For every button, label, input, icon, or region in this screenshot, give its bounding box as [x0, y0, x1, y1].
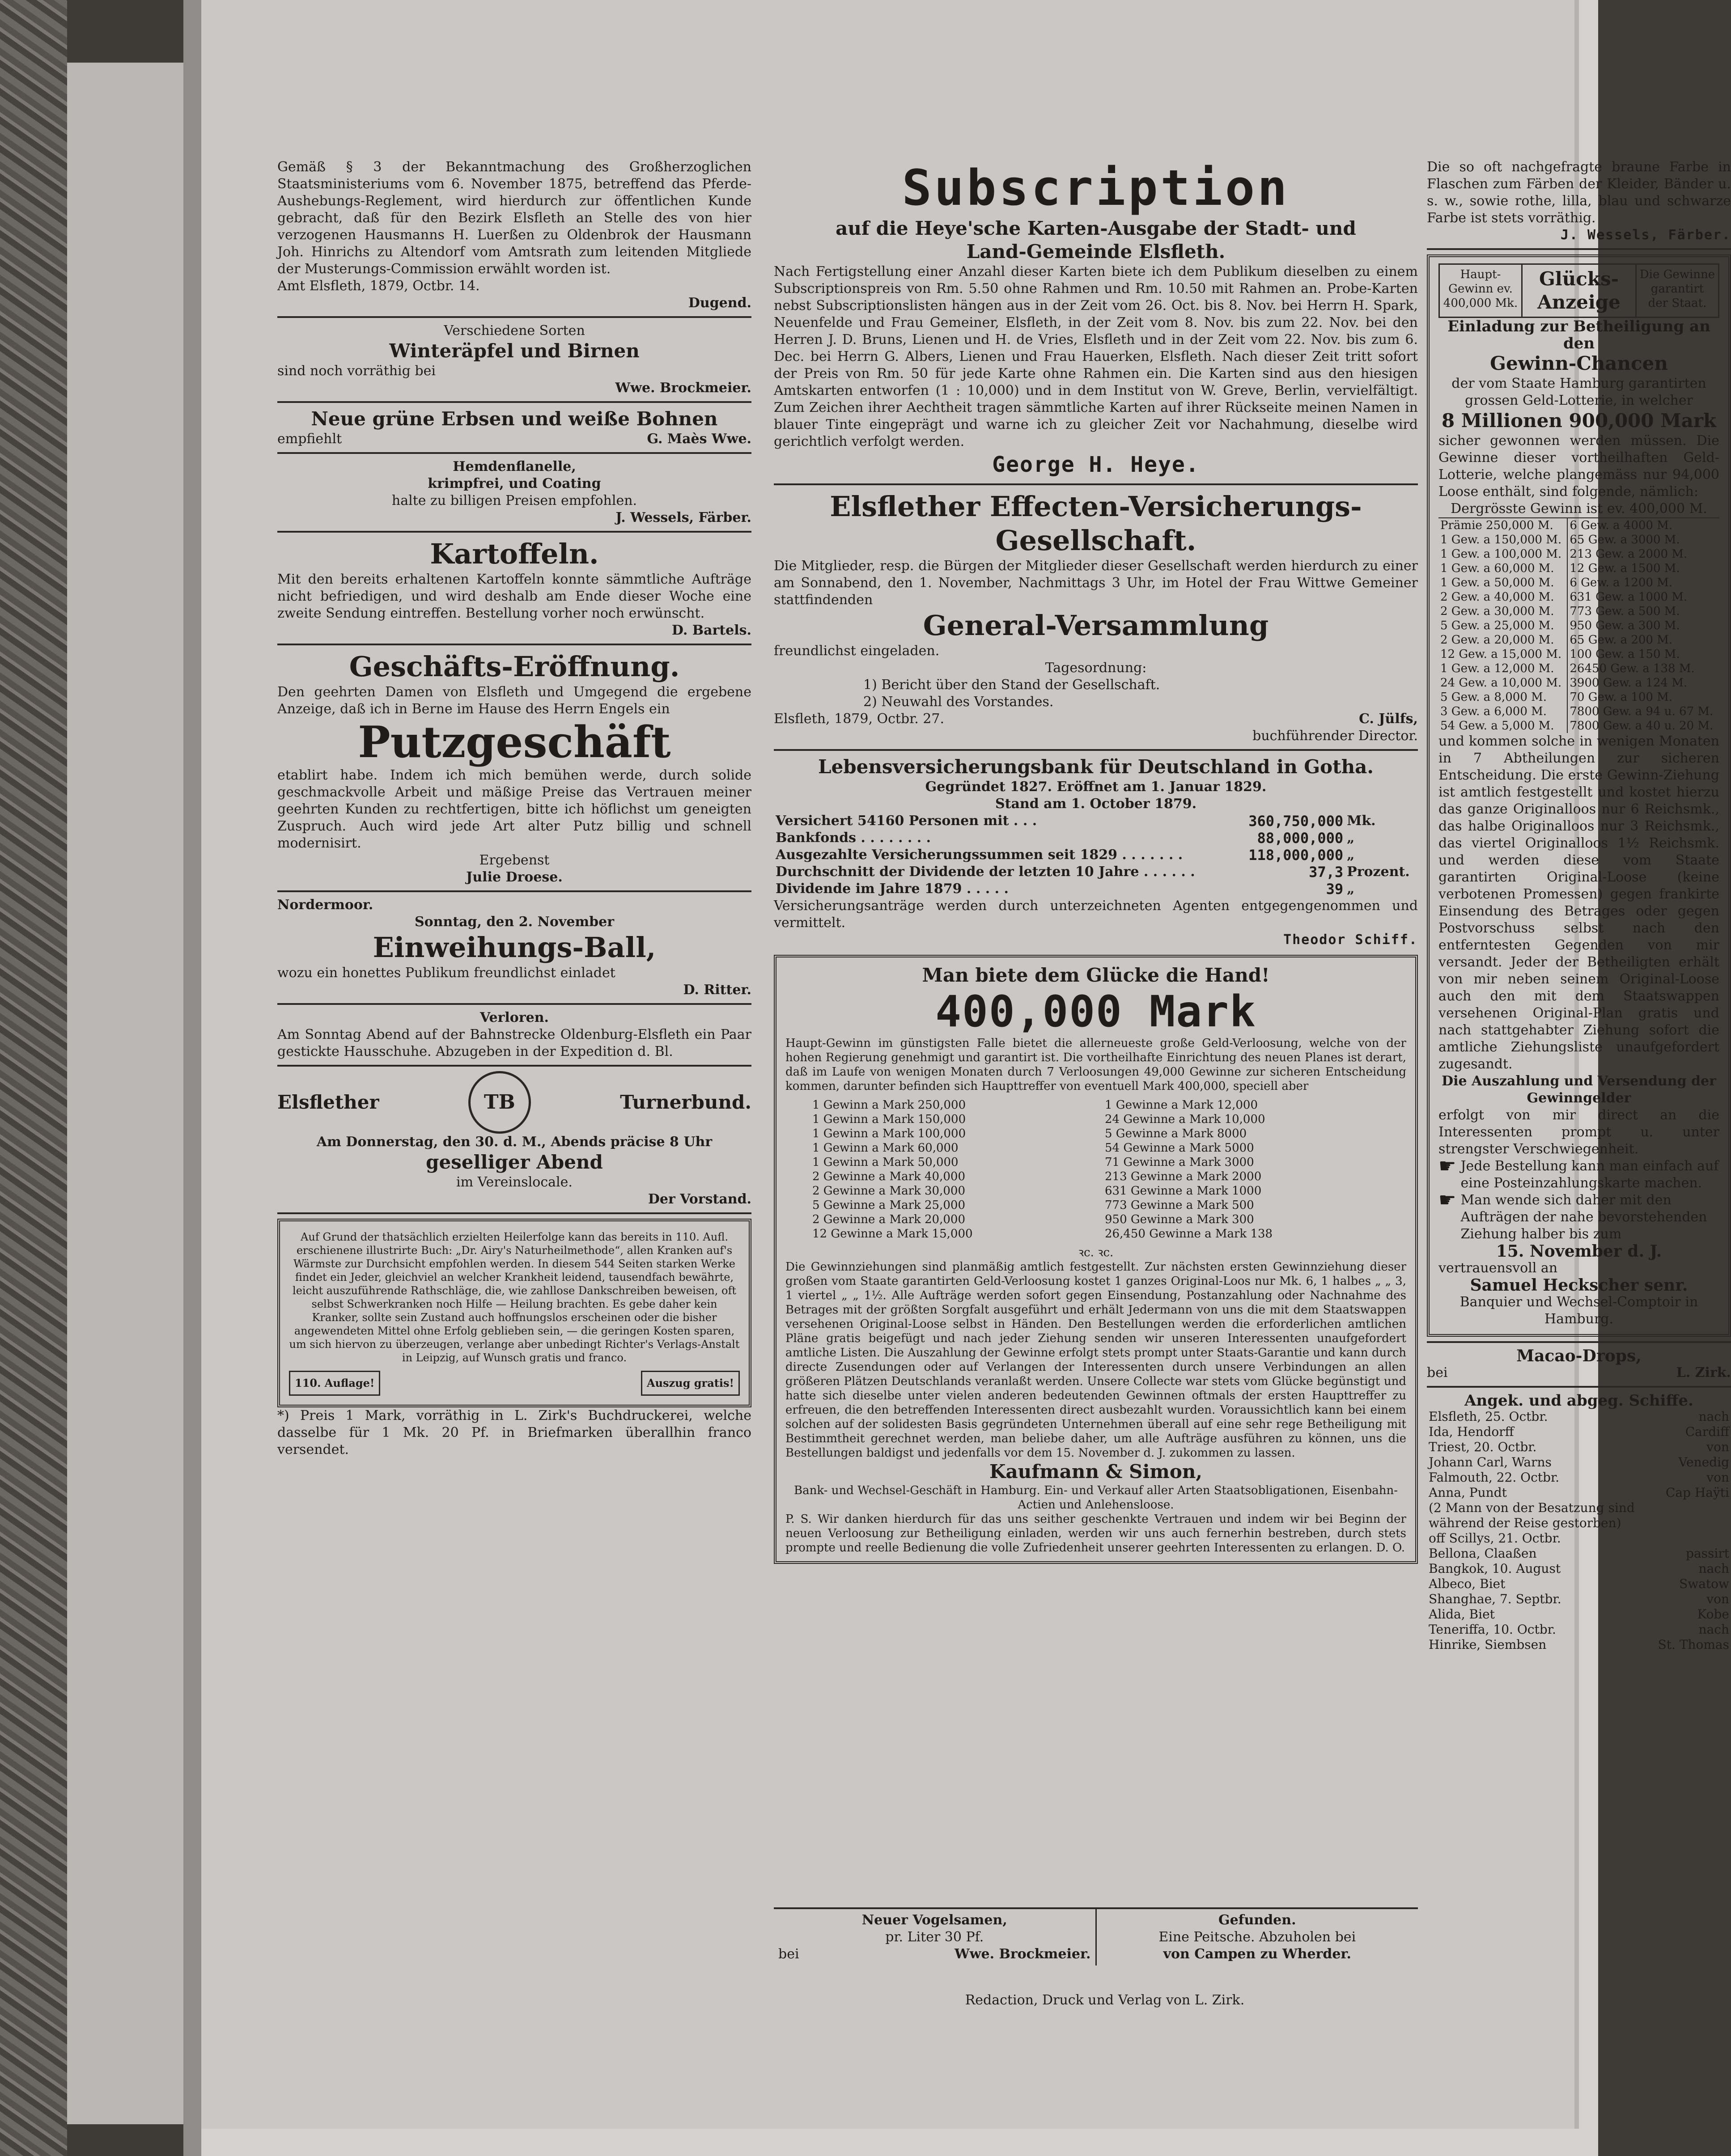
lotto-cell-right: 773 Gew. a 500 M. — [1570, 605, 1680, 618]
book-spine — [183, 0, 201, 2156]
found-title: Gefunden. — [1218, 1912, 1296, 1928]
sub-sign: George H. Heye. — [992, 452, 1200, 477]
lotto-row — [1438, 547, 1719, 561]
ship-row — [1427, 1455, 1731, 1470]
potato-title: Kartoffeln. — [430, 538, 599, 570]
lotto-big: 8 Millionen 900,000 Mark — [1441, 410, 1717, 432]
macao-sign: L. Zirk. — [1676, 1365, 1731, 1381]
life-row-label: Dividende im Jahre 1879 . . . . . — [776, 881, 1009, 897]
ship-row — [1427, 1622, 1731, 1637]
notice-place: Amt Elsfleth, 1879, Octbr. 14. — [277, 278, 480, 294]
book-stamp2: Auszug gratis! — [641, 1371, 740, 1396]
ship-row — [1427, 1409, 1731, 1424]
prize-line: 631 Gewinne a Mark 1000 — [1105, 1184, 1262, 1198]
lotto-row — [1438, 661, 1719, 676]
lotto-text4: erfolgt von mir direct an die Interessenten prompt u. unter strengster Verschwiegenheit. — [1438, 1107, 1719, 1157]
ships-title: Angek. und abgeg. Schiffe. — [1464, 1392, 1693, 1410]
lotto-row — [1438, 633, 1719, 647]
shop-big: Putzgeschäft — [358, 717, 671, 767]
ship-row — [1427, 1546, 1731, 1561]
lotto-hand1: Jede Bestellung kann man einfach auf eine Posteinzahlungskarte machen. — [1460, 1158, 1719, 1191]
turner-seal-icon: TB — [468, 1071, 531, 1134]
ship-name: Albeco, Biet — [1429, 1576, 1506, 1591]
shop-text1: Den geehrten Damen von Elsfleth und Umgegend die ergebene Anzeige, daß ich in Berne im Hause des Herrn Engels ein — [277, 684, 751, 717]
luck-firm: Kaufmann & Simon, — [989, 1461, 1203, 1483]
luck-amount: 400,000 Mark — [935, 987, 1256, 1037]
peas-sign: G. Maès Wwe. — [647, 431, 751, 447]
ship-name: (2 Mann von der Besatzung sind während der Reise gestorben) — [1429, 1500, 1635, 1530]
turner-right: Turnerbund. — [620, 1091, 751, 1113]
book-binding — [67, 63, 186, 2124]
lotto-row — [1438, 647, 1719, 661]
ship-name: Elsfleth, 25. Octbr. — [1429, 1409, 1548, 1424]
macao-title: Macao-Drops, — [1516, 1347, 1642, 1365]
prize-line: 54 Gewinne a Mark 5000 — [1105, 1141, 1254, 1155]
lotto-top: Dergrösste Gewinn ist ev. 400,000 M. — [1438, 500, 1719, 518]
ship-dest: nach — [1698, 1622, 1729, 1637]
prize-line: 2 Gewinne a Mark 40,000 — [812, 1170, 965, 1183]
lotto-text2: sicher gewonnen werden müssen. Die Gewinne dieser vortheilhaften Geld-Lotterie, welche plangemäss nur 94,000 Loose enthält, sind folgende, nämlich: — [1438, 433, 1719, 500]
lotto-cell-right: 100 Gew. a 150 M. — [1570, 648, 1680, 661]
ship-row — [1427, 1440, 1731, 1455]
ship-dest — [1656, 1500, 1731, 1531]
luck-advert — [774, 955, 1418, 1564]
ship-dest: von — [1706, 1592, 1729, 1606]
apples-title: Winteräpfel und Birnen — [389, 340, 640, 362]
prize-line: 26,450 Gewinne a Mark 138 — [1105, 1227, 1273, 1241]
prize-line: 1 Gewinn a Mark 150,000 — [812, 1113, 966, 1126]
ball-date: Sonntag, den 2. November — [414, 914, 615, 930]
seed-title: Neuer Vogelsamen, — [861, 1912, 1007, 1928]
lotto-cell-left: 54 Gew. a 5,000 M. — [1438, 719, 1567, 733]
lotto-cell-left: 1 Gew. a 150,000 M. — [1438, 533, 1567, 547]
ins-title: Elsflether Effecten-Versicherungs-Gesellschaft. — [830, 490, 1362, 557]
life-row-unit: Mk. — [1347, 813, 1376, 829]
lotto-cell-left: 3 Gew. a 6,000 M. — [1438, 704, 1567, 719]
shop-text2: etablirt habe. Indem ich mich bemühen werde, durch solide geschmackvolle Arbeit und mäßige Preise das Vertrauen meiner geehrten Kunden zu rechtfertigen, bitte ich höflichst um geneigten Zuspruch. Auch wird jede Art alter Putz billig und schnell modernisirt. — [277, 767, 751, 851]
ins-agenda1: 1) Bericht über den Stand der Gesellschaft. — [863, 677, 1160, 693]
column-left — [277, 159, 751, 1458]
life-text: Versicherungsanträge werden durch unterzeichneten Agenten entgegengenommen und vermittelt. — [774, 898, 1418, 931]
lotto-row — [1438, 561, 1719, 576]
ship-dest: Cardiff — [1685, 1424, 1729, 1439]
ins-invite: freundlichst eingeladen. — [774, 643, 940, 659]
ship-row — [1427, 1424, 1731, 1440]
lotto-cell-left: 1 Gew. a 50,000 M. — [1438, 576, 1567, 590]
ship-row — [1427, 1531, 1731, 1546]
lotto-cell-left: 1 Gew. a 12,000 M. — [1438, 661, 1567, 676]
lotto-row — [1438, 704, 1719, 719]
found-text: Eine Peitsche. Abzuholen bei — [1158, 1929, 1356, 1945]
ship-dest: passirt — [1686, 1546, 1729, 1561]
ins-sign: C. Jülfs, — [1359, 711, 1418, 727]
turner-sign: Der Vorstand. — [648, 1191, 751, 1207]
lotto-invite: Einladung zur Betheiligung an den — [1447, 318, 1710, 352]
potato-sign: D. Bartels. — [671, 623, 751, 638]
peas-row — [277, 431, 751, 448]
pointing-hand-icon: ☛ — [1438, 1155, 1456, 1178]
lost-text: Am Sonntag Abend auf der Bahnstrecke Oldenburg-Elsfleth ein Paar gestickte Hausschuhe. Abzugeben in der Expedition d. Bl. — [277, 1027, 751, 1059]
seed-row — [778, 1946, 1091, 1963]
potato-text: Mit den bereits erhaltenen Kartoffeln konnte sämmtliche Aufträge nicht befriedigen, und wird deshalb am Ende dieser Woche eine zweite Sendung eintreffen. Bestellung vorher noch erwünscht. — [277, 572, 751, 621]
lotto-cell-right: 6 Gew. a 4000 M. — [1570, 519, 1673, 532]
ship-name: Shanghae, 7. Septbr. — [1429, 1592, 1561, 1606]
luck-title: Man biete dem Glücke die Hand! — [922, 964, 1270, 986]
ship-row — [1427, 1485, 1731, 1500]
ins-role: buchführender Director. — [1252, 728, 1418, 744]
lotto-date: 15. November d. J. — [1496, 1242, 1662, 1261]
ship-dest: von — [1706, 1470, 1729, 1485]
book-stamp1: 110. Auflage! — [289, 1371, 380, 1396]
life-row-label: Ausgezahlte Versicherungssummen seit 1829 . . . . . . . — [776, 847, 1183, 863]
lotto-cell-left: 2 Gew. a 20,000 M. — [1438, 633, 1567, 647]
lotto-title: Glücks-Anzeige — [1523, 265, 1637, 317]
life-row-label: Bankfonds . . . . . . . . — [776, 830, 931, 846]
marbled-cover — [0, 0, 67, 2156]
lotto-cell-left: 24 Gew. a 10,000 M. — [1438, 676, 1567, 690]
ship-dest: Swatow — [1679, 1576, 1729, 1591]
apples-text: sind noch vorräthig bei — [277, 363, 436, 379]
ship-dest — [1656, 1531, 1731, 1546]
lotto-row — [1438, 604, 1719, 618]
shop-greet: Ergebenst — [479, 852, 550, 868]
ball-title: Einweihungs-Ball, — [373, 931, 656, 964]
prize-line: 1 Gewinn a Mark 50,000 — [812, 1156, 959, 1169]
life-row-value: 88,000,000 — [1257, 830, 1344, 847]
prize-line: 1 Gewinn a Mark 60,000 — [812, 1141, 959, 1155]
turner-head — [277, 1071, 751, 1134]
ship-row — [1427, 1592, 1731, 1607]
prize-line: 1 Gewinn a Mark 250,000 — [812, 1098, 966, 1112]
ship-dest: nach — [1698, 1561, 1729, 1576]
column-right — [1427, 159, 1731, 1652]
lotto-cell-right: 65 Gew. a 200 M. — [1570, 633, 1673, 647]
peas-title: Neue grüne Erbsen und weiße Bohnen — [311, 408, 718, 430]
lotto-cell-right: 26450 Gew. a 138 M. — [1570, 662, 1695, 675]
lotto-cell-left: 12 Gew. a 15,000 M. — [1438, 647, 1567, 661]
prize-line: 5 Gewinne a Mark 25,000 — [812, 1199, 965, 1212]
macao-row — [1427, 1364, 1731, 1381]
lotto-firm-desc: Banquier und Wechsel-Comptoir in Hamburg. — [1459, 1294, 1698, 1327]
ship-name: off Scillys, 21. Octbr. — [1429, 1531, 1561, 1546]
ship-name: Johann Carl, Warns — [1429, 1455, 1552, 1470]
lotto-cell-left: 5 Gew. a 25,000 M. — [1438, 618, 1567, 633]
ins-agenda2: 2) Neuwahl des Vorstandes. — [863, 694, 1054, 710]
lotto-cell-right: 6 Gew. a 1200 M. — [1570, 576, 1673, 589]
lotto-cell-right: 213 Gew. a 2000 M. — [1570, 547, 1688, 561]
life-row-label: Versichert 54160 Personen mit . . . — [776, 813, 1037, 829]
lotto-hand2-row — [1438, 1189, 1719, 1243]
prize-line: 2 Gewinne a Mark 30,000 — [812, 1184, 965, 1198]
apples-sign: Wwe. Brockmeier. — [615, 380, 751, 396]
life-row — [774, 813, 1418, 830]
lotto-cell-left: 1 Gew. a 60,000 M. — [1438, 561, 1567, 576]
ship-name: Bangkok, 10. August — [1429, 1561, 1561, 1576]
lotto-head — [1438, 263, 1719, 318]
shop-title: Geschäfts-Eröffnung. — [349, 650, 680, 683]
life-row-value: 118,000,000 — [1248, 847, 1344, 864]
lotto-cell-right: 12 Gew. a 1500 M. — [1570, 562, 1680, 575]
life-row-value: 39 — [1326, 881, 1344, 898]
lotto-payout: Die Auszahlung und Versendung der Gewinngelder — [1442, 1073, 1716, 1106]
lotto-cell-right: 7800 Gew. a 94 u. 67 M. — [1570, 705, 1714, 718]
prize-line: 1 Gewinne a Mark 12,000 — [1105, 1098, 1258, 1112]
luck-etc: ꝛc. ꝛc. — [1078, 1246, 1114, 1259]
book-price: *) Preis 1 Mark, vorräthig in L. Zirk's Buchdruckerei, welche dasselbe für 1 Mk. 20 Pf. in Briefmarken überallhin franco versendet. — [277, 1408, 751, 1457]
macao-prefix: bei — [1427, 1365, 1448, 1381]
prize-line: 950 Gewinne a Mark 300 — [1105, 1213, 1254, 1226]
ship-row — [1427, 1500, 1731, 1531]
turner-date: Am Donnerstag, den 30. d. M., Abends präcise 8 Uhr — [316, 1134, 713, 1150]
shop-sign: Julie Droese. — [466, 869, 563, 885]
lotto-row — [1438, 518, 1719, 533]
luck-ps: P. S. Wir danken hierdurch für das uns seither geschenkte Vertrauen und indem wir bei Beginn der neuen Verloosung zur Betheiligung einladen, werden wir uns auch fernerhin bestreben, durch stets prompte und reelle Bedienung die volle Zufriedenheit unserer geehrten Interessenten zu erlangen. D. O. — [785, 1512, 1406, 1555]
ship-name: Falmouth, 22. Octbr. — [1429, 1470, 1560, 1485]
lotto-trust: vertrauensvoll an — [1438, 1260, 1558, 1276]
newspaper-page — [201, 0, 1731, 2156]
ship-name: Triest, 20. Octbr. — [1429, 1440, 1537, 1454]
lotto-left: Haupt-Gewinn ev. 400,000 Mk. — [1440, 265, 1523, 317]
luck-right-list — [1105, 1098, 1379, 1241]
ship-row — [1427, 1561, 1731, 1576]
life-row — [774, 847, 1418, 864]
ship-row — [1427, 1637, 1731, 1652]
ship-row — [1427, 1576, 1731, 1592]
luck-text2: Die Gewinnziehungen sind planmäßig amtlich festgestellt. Zur nächsten ersten Gewinnziehung dieser großen vom Staate garantirten Geld-Verloosung kostet 1 ganzes Original-Loos nur Mk. 6, 1 halbes „ „ 3, 1 viertel „ „ 1½. Alle Aufträge werden sofort gegen Einsendung, Postanzahlung oder Nachnahme des Betrages mit der größten Sorgfalt ausgeführt und erhält Jedermann von uns die mit dem Staatswappen versehenen Original-Loose selbst in Händen. Den Bestellungen werden die erforderlichen amtlichen Pläne gratis beigefügt und nach jeder Ziehung senden wir unseren Interessenten unaufgefordert amtliche Listen. Die Auszahlung der Gewinne erfolgt stets prompt unter Staats-Garantie und kann durch directe Zusendungen oder auf Verlangen der Interessenten durch unsere Verbindungen an allen größeren Plätzen Deutschlands veranlaßt werden. Unsere Collecte war stets vom Glücke begünstigt und hatte sich dieselbe unter vielen anderen bedeutenden Gewinnen oftmals der ersten Haupttreffer zu erfreuen, die den betreffenden Interessenten direct ausbezahlt wurden. Voraussichtlich kann bei einem solchen auf der solidesten Basis gegründeten Unternehmen überall auf eine sehr rege Betheiligung mit Bestimmtheit gerechnet werden, man beliebe daher, um alle Aufträge ausführen zu können, uns die Bestellungen baldigst und jedenfalls vor dem 15. November d. J. zukommen zu lassen. — [785, 1260, 1406, 1460]
apples-intro: Verschiedene Sorten — [444, 323, 585, 339]
book-stamps — [289, 1371, 740, 1396]
shirt-sign: J. Wessels, Färber. — [615, 510, 751, 525]
ins-footer — [774, 711, 1418, 728]
shirt-line1: Hemdenflanelle, — [453, 459, 576, 474]
ship-dest: Kobe — [1697, 1607, 1729, 1622]
sub-line1: auf die Heye'sche Karten-Ausgabe der Stadt- und — [836, 217, 1356, 239]
ship-name: Hinrike, Siembsen — [1429, 1637, 1547, 1652]
life-row-unit: „ — [1347, 830, 1355, 846]
life-row — [774, 864, 1418, 881]
life-row-unit: „ — [1347, 881, 1355, 897]
ship-name: Teneriffa, 10. Octbr. — [1429, 1622, 1556, 1637]
life-row-value: 37,3 — [1309, 864, 1344, 881]
life-stand: Stand am 1. October 1879. — [995, 796, 1197, 812]
dye-sign: J. Wessels, Färber. — [1560, 227, 1731, 243]
ship-row — [1427, 1470, 1731, 1485]
ship-name: Alida, Biet — [1429, 1607, 1495, 1622]
lotto-row — [1438, 618, 1719, 633]
life-title: Lebensversicherungsbank für Deutschland in Gotha. — [818, 756, 1374, 778]
ball-sign: D. Ritter. — [683, 982, 751, 998]
ship-dest: St. Thomas — [1658, 1637, 1729, 1652]
luck-prizes — [812, 1098, 1379, 1241]
pointing-hand-icon: ☛ — [1438, 1189, 1456, 1211]
sub-line2: Land-Gemeinde Elsfleth. — [966, 241, 1226, 263]
prize-line: 213 Gewinne a Mark 2000 — [1105, 1170, 1262, 1183]
turner-event: geselliger Abend — [426, 1151, 603, 1173]
luck-firm-desc: Bank- und Wechsel-Geschäft in Hamburg. Ein- und Verkauf aller Arten Staatsobligationen, Eisenbahn-Actien und Anlehensloose. — [794, 1484, 1398, 1512]
ins-place: Elsfleth, 1879, Octbr. 27. — [774, 711, 945, 727]
notice-text: Gemäß § 3 der Bekanntmachung des Großherzoglichen Staatsministeriums vom 6. November 1875, betreffend das Pferde-Aushebungs-Reglement, wird hierdurch zur öffentlichen Kunde gebracht, daß für den Bezirk Elsfleth an Stelle des von hier verzogenen Hausmanns H. Luerßen zu Oldenbrok der Hausmann Joh. Hinrichs zu Altendorf vom Amtsrath zum leitenden Mitgliede der Musterungs-Commission erwählt worden ist. — [277, 159, 751, 277]
life-table — [774, 813, 1418, 898]
prize-line: 1 Gewinn a Mark 100,000 — [812, 1127, 966, 1140]
luck-text: Haupt-Gewinn im günstigsten Falle bietet die allerneueste große Geld-Verloosung, welche von der hohen Regierung genehmigt und garantirt ist. Die vortheilhafte Einrichtung des neuen Planes ist derart, daß im Laufe von wenigen Monaten durch 7 Verloosungen 49,000 Gewinne zur sicheren Entscheidung kommen, darunter befinden sich Haupttreffer von eventuell Mark 400,000, speciell aber — [785, 1037, 1406, 1093]
life-row-unit: „ — [1347, 847, 1355, 863]
prize-line: 773 Gewinne a Mark 500 — [1105, 1199, 1254, 1212]
lotto-cell-left: 5 Gew. a 8,000 M. — [1438, 690, 1567, 704]
lotto-row — [1438, 590, 1719, 604]
life-founded: Gegründet 1827. Eröffnet am 1. Januar 1829. — [925, 779, 1267, 795]
lotto-table — [1438, 518, 1719, 733]
lotto-hand1-row — [1438, 1155, 1719, 1192]
imprint: Redaction, Druck und Verlag von L. Zirk. — [965, 1992, 1245, 2008]
seed-sign: Wwe. Brockmeier. — [954, 1946, 1091, 1962]
lotto-cell-left: 2 Gew. a 40,000 M. — [1438, 590, 1567, 604]
book-text: Auf Grund der thatsächlich erzielten Heilerfolge kann das bereits in 110. Aufl. erschienene illustrirte Buch: „Dr. Airy's Naturheilmethode“, allen Kranken auf's Wärmste zur Durchsicht empfohlen werden. In diesem 544 Seiten starken Werke findet ein Jeder, gleichviel an welcher Krankheit leidend, tausendfach bewährte, leicht auszuführende Rathschläge, die, wie zahllose Dankschreiben beweisen, oft selbst Schwerkranken noch Hilfe — Heilung brachten. Es gebe daher kein Kranker, sollte sein Zustand auch hoffnungslos erscheinen oder die bisher angewendeten Mittel ohne Erfolg geblieben sein, — die geringen Kosten sparen, um sich hiervon zu überzeugen, verlange aber unbedingt Richter's Verlags-Anstalt in Leipzig, auf Wunsch gratis und franco. — [289, 1231, 740, 1364]
turner-place: im Vereinslocale. — [456, 1174, 573, 1190]
lotto-row — [1438, 719, 1719, 733]
life-row-value: 360,750,000 — [1248, 813, 1344, 830]
turner-left: Elsflether — [277, 1091, 379, 1113]
lotto-hand2: Man wende sich daher mit den Aufträgen der nahe bevorstehenden Ziehung halber bis zum — [1460, 1192, 1707, 1242]
lotto-text3: und kommen solche in wenigen Monaten in 7 Abtheilungen zur sicheren Entscheidung. Die erste Gewinn-Ziehung ist amtlich festgestellt und kostet hierzu das ganze Originalloos nur 6 Reichsmk., das halbe Originalloos nur 3 Reichsmk., das viertel Originalloos 1½ Reichsmk. und werden diese vom Staate garantirten Original-Loose (keine verbotenen Promessen) gegen frankirte Einsendung des Betrages oder gegen Postvorschuss selbst nach den entferntesten Gegenden von mir versandt. Jeder der Betheiligten erhält von mir neben seinem Original-Loose auch den mit dem Staatswappen versehenen Original-Plan gratis und nach stattgehabter Ziehung sofort die amtliche Ziehungsliste unaufgefordert zugesandt. — [1438, 733, 1719, 1072]
life-row-label: Durchschnitt der Dividende der letzten 10 Jahre . . . . . . — [776, 864, 1195, 880]
shirt-line3: halte zu billigen Preisen empfohlen. — [391, 493, 637, 508]
seed-prefix: bei — [778, 1946, 799, 1962]
lotto-text1: der vom Staate Hamburg garantirten grossen Geld-Lotterie, in welcher — [1451, 376, 1706, 408]
prize-line: 5 Gewinne a Mark 8000 — [1105, 1127, 1247, 1140]
ship-dest: Venedig — [1678, 1455, 1729, 1470]
lotto-chances: Gewinn-Chancen — [1490, 352, 1668, 374]
ins-agenda-title: Tagesordnung: — [1045, 660, 1147, 676]
ins-event: General-Versammlung — [923, 609, 1269, 642]
lotto-cell-right: 631 Gew. a 1000 M. — [1570, 590, 1688, 604]
notice-sign: Dugend. — [688, 295, 751, 311]
seed-advert — [774, 1909, 1097, 1965]
sub-title: Subscription — [902, 159, 1290, 216]
life-row-unit: Prozent. — [1347, 864, 1410, 880]
ship-dest: nach — [1698, 1409, 1729, 1424]
lotto-cell-right: 950 Gew. a 300 M. — [1570, 619, 1680, 632]
lotto-cell-right: 3900 Gew. a 124 M. — [1570, 676, 1688, 690]
lotto-cell-left: Prämie 250,000 M. — [1438, 518, 1567, 533]
dye-text: Die so oft nachgefragte braune Farbe in Flaschen zum Färben der Kleider, Bänder u. s. w., sowie rothe, lilla, blau und schwarze Farbe ist stets vorräthig. — [1427, 159, 1731, 226]
ball-place: Nordermoor. — [277, 897, 373, 913]
found-advert — [1097, 1909, 1418, 1965]
ins-text: Die Mitglieder, resp. die Bürgen der Mitglieder dieser Gesellschaft werden hierdurch zu einer am Sonnabend, den 1. November, Nachmittags 3 Uhr, im Hotel der Frau Wittwe Gemeiner stattfindenden — [774, 558, 1418, 608]
lost-title: Verloren. — [480, 1010, 549, 1025]
life-row — [774, 830, 1418, 847]
ship-name: Bellona, Claaßen — [1429, 1546, 1537, 1561]
ship-dest: Cap Haÿti — [1665, 1485, 1729, 1500]
luck-left-list — [812, 1098, 1087, 1241]
lotto-row — [1438, 690, 1719, 704]
peas-text: empfiehlt — [277, 431, 342, 447]
lotto-advert — [1427, 254, 1731, 1337]
lotto-cell-right: 65 Gew. a 3000 M. — [1570, 533, 1680, 546]
lotto-cell-right: 7800 Gew. a 40 u. 20 M. — [1570, 719, 1714, 733]
lotto-row — [1438, 533, 1719, 547]
prize-line: 12 Gewinne a Mark 15,000 — [812, 1227, 973, 1241]
column-middle — [774, 159, 1418, 1564]
ship-row — [1427, 1607, 1731, 1622]
ship-name: Ida, Hendorff — [1429, 1424, 1514, 1439]
book-advert — [277, 1219, 751, 1407]
found-sign: von Campen zu Wherder. — [1163, 1946, 1351, 1962]
sub-text: Nach Fertigstellung einer Anzahl dieser Karten biete ich dem Publikum dieselben zu einem Subscriptionspreis von Rm. 5.50 ohne Rahmen und Rm. 10.50 mit Rahmen an. Probe-Karten nebst Subscriptionslisten hängen aus in der Zeit vom 26. Oct. bis 8. Nov. bei Herrn H. Spark, Neuenfelde und Frau Gemeiner, Elsfleth, in der Zeit vom 8. Nov. bis zum 22. Nov. bei den Herren J. D. Bruns, Lienen und H. de Vries, Elsfleth und in der Zeit vom 22. Nov. bis zum 6. Dec. bei Herrn G. Albers, Lienen und Frau Hauerken, Elsfleth. Nach dieser Zeit tritt sofort der Preis von Rm. 50 für jede Karte ohne Rahmen ein. Die Karten sind aus den hiesigen Amtskarten entworfen (1 : 10,000) und in dem Institut von W. Greve, Berlin, vervielfältigt. Zum Zeichen ihrer Aechtheit tragen sämmtliche Karten auf ihrer Rückseite meinen Namen in blauer Tinte eingeprägt und warne ich zu gleicher Zeit vor Nachahmung, dieselbe wird gerichtlich verfolgt werden. — [774, 264, 1418, 449]
ship-dest: von — [1706, 1440, 1729, 1454]
lotto-right: Die Gewinne garantirt der Staat. — [1639, 268, 1715, 310]
lotto-row — [1438, 576, 1719, 590]
ships-table — [1427, 1409, 1731, 1652]
prize-line: 24 Gewinne a Mark 10,000 — [1105, 1113, 1265, 1126]
prize-line: 71 Gewinne a Mark 3000 — [1105, 1156, 1254, 1169]
lotto-firm: Samuel Heckscher senr. — [1470, 1276, 1688, 1295]
seed-price: pr. Liter 30 Pf. — [885, 1929, 984, 1945]
shirt-line2: krimpfrei, und Coating — [428, 476, 601, 491]
lotto-cell-left: 2 Gew. a 30,000 M. — [1438, 604, 1567, 618]
page-paper — [201, 0, 1731, 2129]
ship-name: Anna, Pundt — [1429, 1485, 1507, 1500]
prize-line: 2 Gewinne a Mark 20,000 — [812, 1213, 965, 1226]
lotto-cell-right: 70 Gew. a 100 M. — [1570, 690, 1673, 704]
life-sign: Theodor Schiff. — [1283, 932, 1418, 948]
ball-text: wozu ein honettes Publikum freundlichst einladet — [277, 965, 615, 981]
lotto-row — [1438, 676, 1719, 690]
lotto-cell-left: 1 Gew. a 100,000 M. — [1438, 547, 1567, 561]
life-row — [774, 881, 1418, 898]
bottom-strip — [774, 1907, 1418, 1965]
